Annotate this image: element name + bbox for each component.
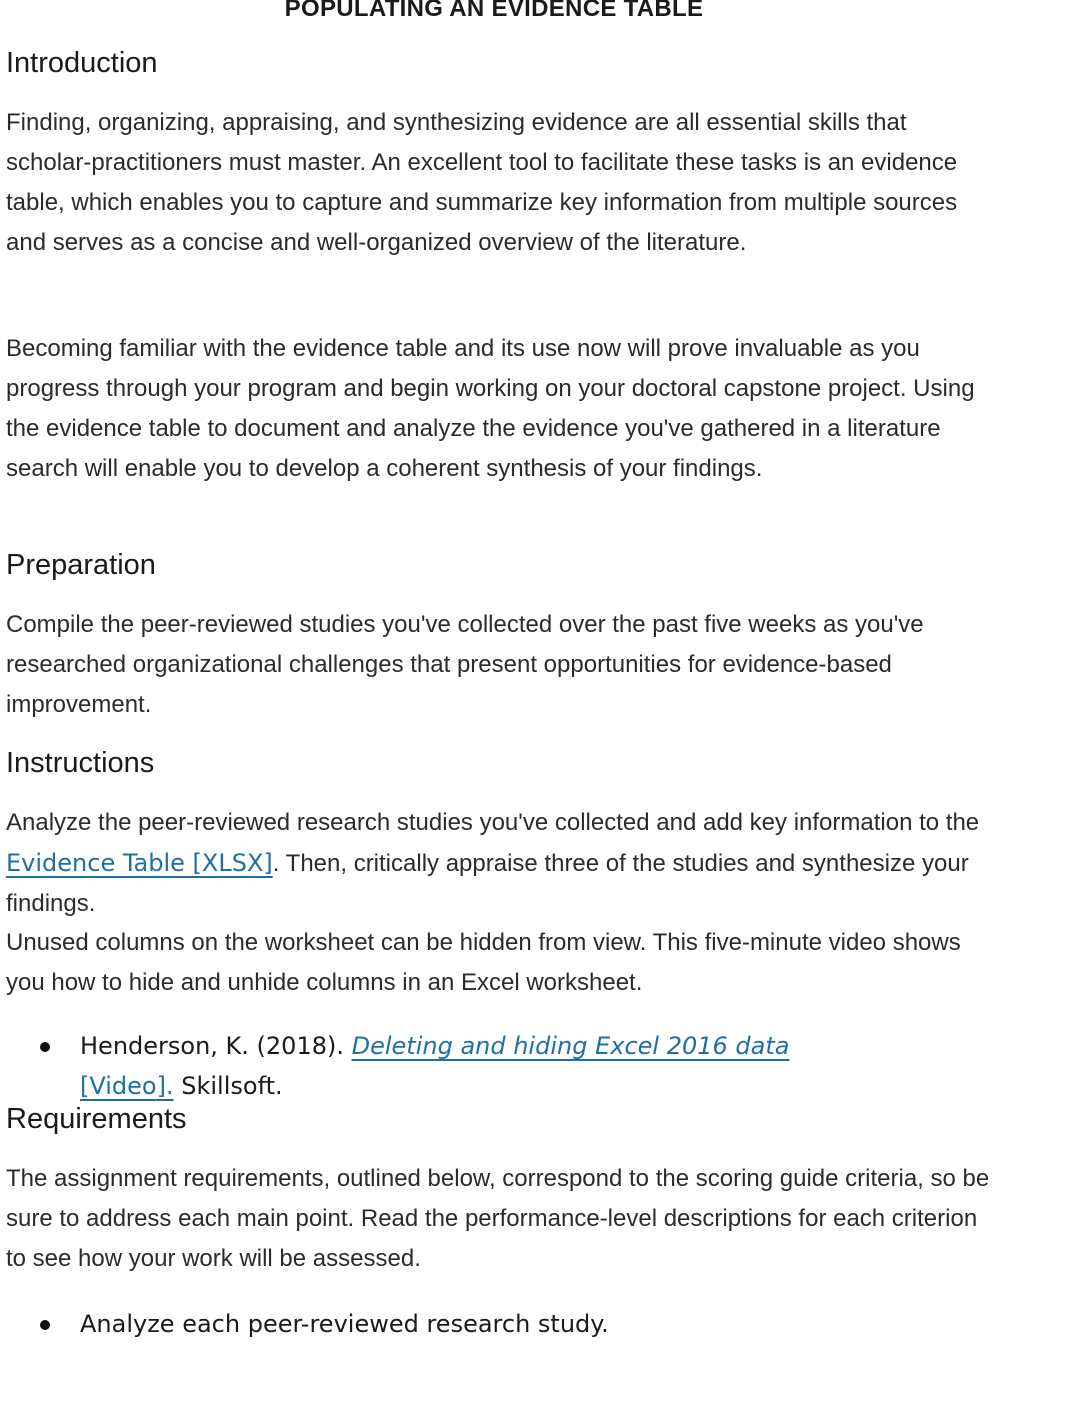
instructions-text-before-link: Analyze the peer-reviewed research studies you've collected and add key information to the	[6, 809, 980, 836]
bullet-icon	[40, 1042, 50, 1052]
preparation-paragraph: Compile the peer-reviewed studies you've collected over the past five weeks as you've researched organizational challenges that present opportunities for evidence-based improvement.	[6, 611, 924, 718]
reference-publisher: Skillsoft.	[173, 1072, 283, 1100]
instructions-text-after-link: . Then, critically appraise three of the studies and synthesize your findings.	[6, 850, 969, 917]
video-reference-list	[0, 1026, 1000, 1106]
introduction-paragraph-2: Becoming familiar with the evidence table and its use now will prove invaluable as you progress through your program and begin working on your doctoral capstone project. Using the evidence table to document and analyze the evidence you've gathered in a literature search will enable you to develop a coherent synthesis of your findings.	[6, 335, 975, 482]
evidence-table-link[interactable]: Evidence Table [XLSX]	[6, 849, 273, 877]
document-title: POPULATING AN EVIDENCE TABLE	[284, 0, 704, 22]
instructions-paragraph-1	[6, 803, 996, 924]
requirement-item-text: Analyze each peer-reviewed research study.	[80, 1310, 609, 1338]
requirements-paragraph: The assignment requirements, outlined below, correspond to the scoring guide criteria, so be sure to address each main point. Read the performance-level descriptions for each criterion to see how your work will be assessed.	[6, 1165, 990, 1272]
requirements-heading: Requirements	[6, 1103, 187, 1135]
bullet-icon	[40, 1320, 50, 1330]
introduction-paragraph-1: Finding, organizing, appraising, and synthesizing evidence are all essential skills that scholar-practitioners must master. An excellent tool to facilitate these tasks is an evidence table, which enables you to capture and summarize key information from multiple sources and serves as a concise and well-organized overview of the literature.	[6, 109, 958, 256]
instructions-paragraph-2: Unused columns on the worksheet can be hidden from view. This five-minute video shows you how to hide and unhide columns in an Excel worksheet.	[6, 929, 961, 996]
list-item	[0, 1026, 850, 1106]
reference-author: Henderson, K. (2018).	[80, 1032, 352, 1060]
requirements-list	[0, 1304, 1000, 1344]
instructions-heading: Instructions	[6, 747, 155, 779]
video-title-link[interactable]: Deleting and hiding Excel 2016 data	[351, 1032, 790, 1060]
list-item	[0, 1304, 850, 1344]
preparation-heading: Preparation	[6, 549, 156, 581]
introduction-heading: Introduction	[6, 47, 158, 79]
video-tag-link[interactable]: [Video].	[80, 1072, 174, 1100]
